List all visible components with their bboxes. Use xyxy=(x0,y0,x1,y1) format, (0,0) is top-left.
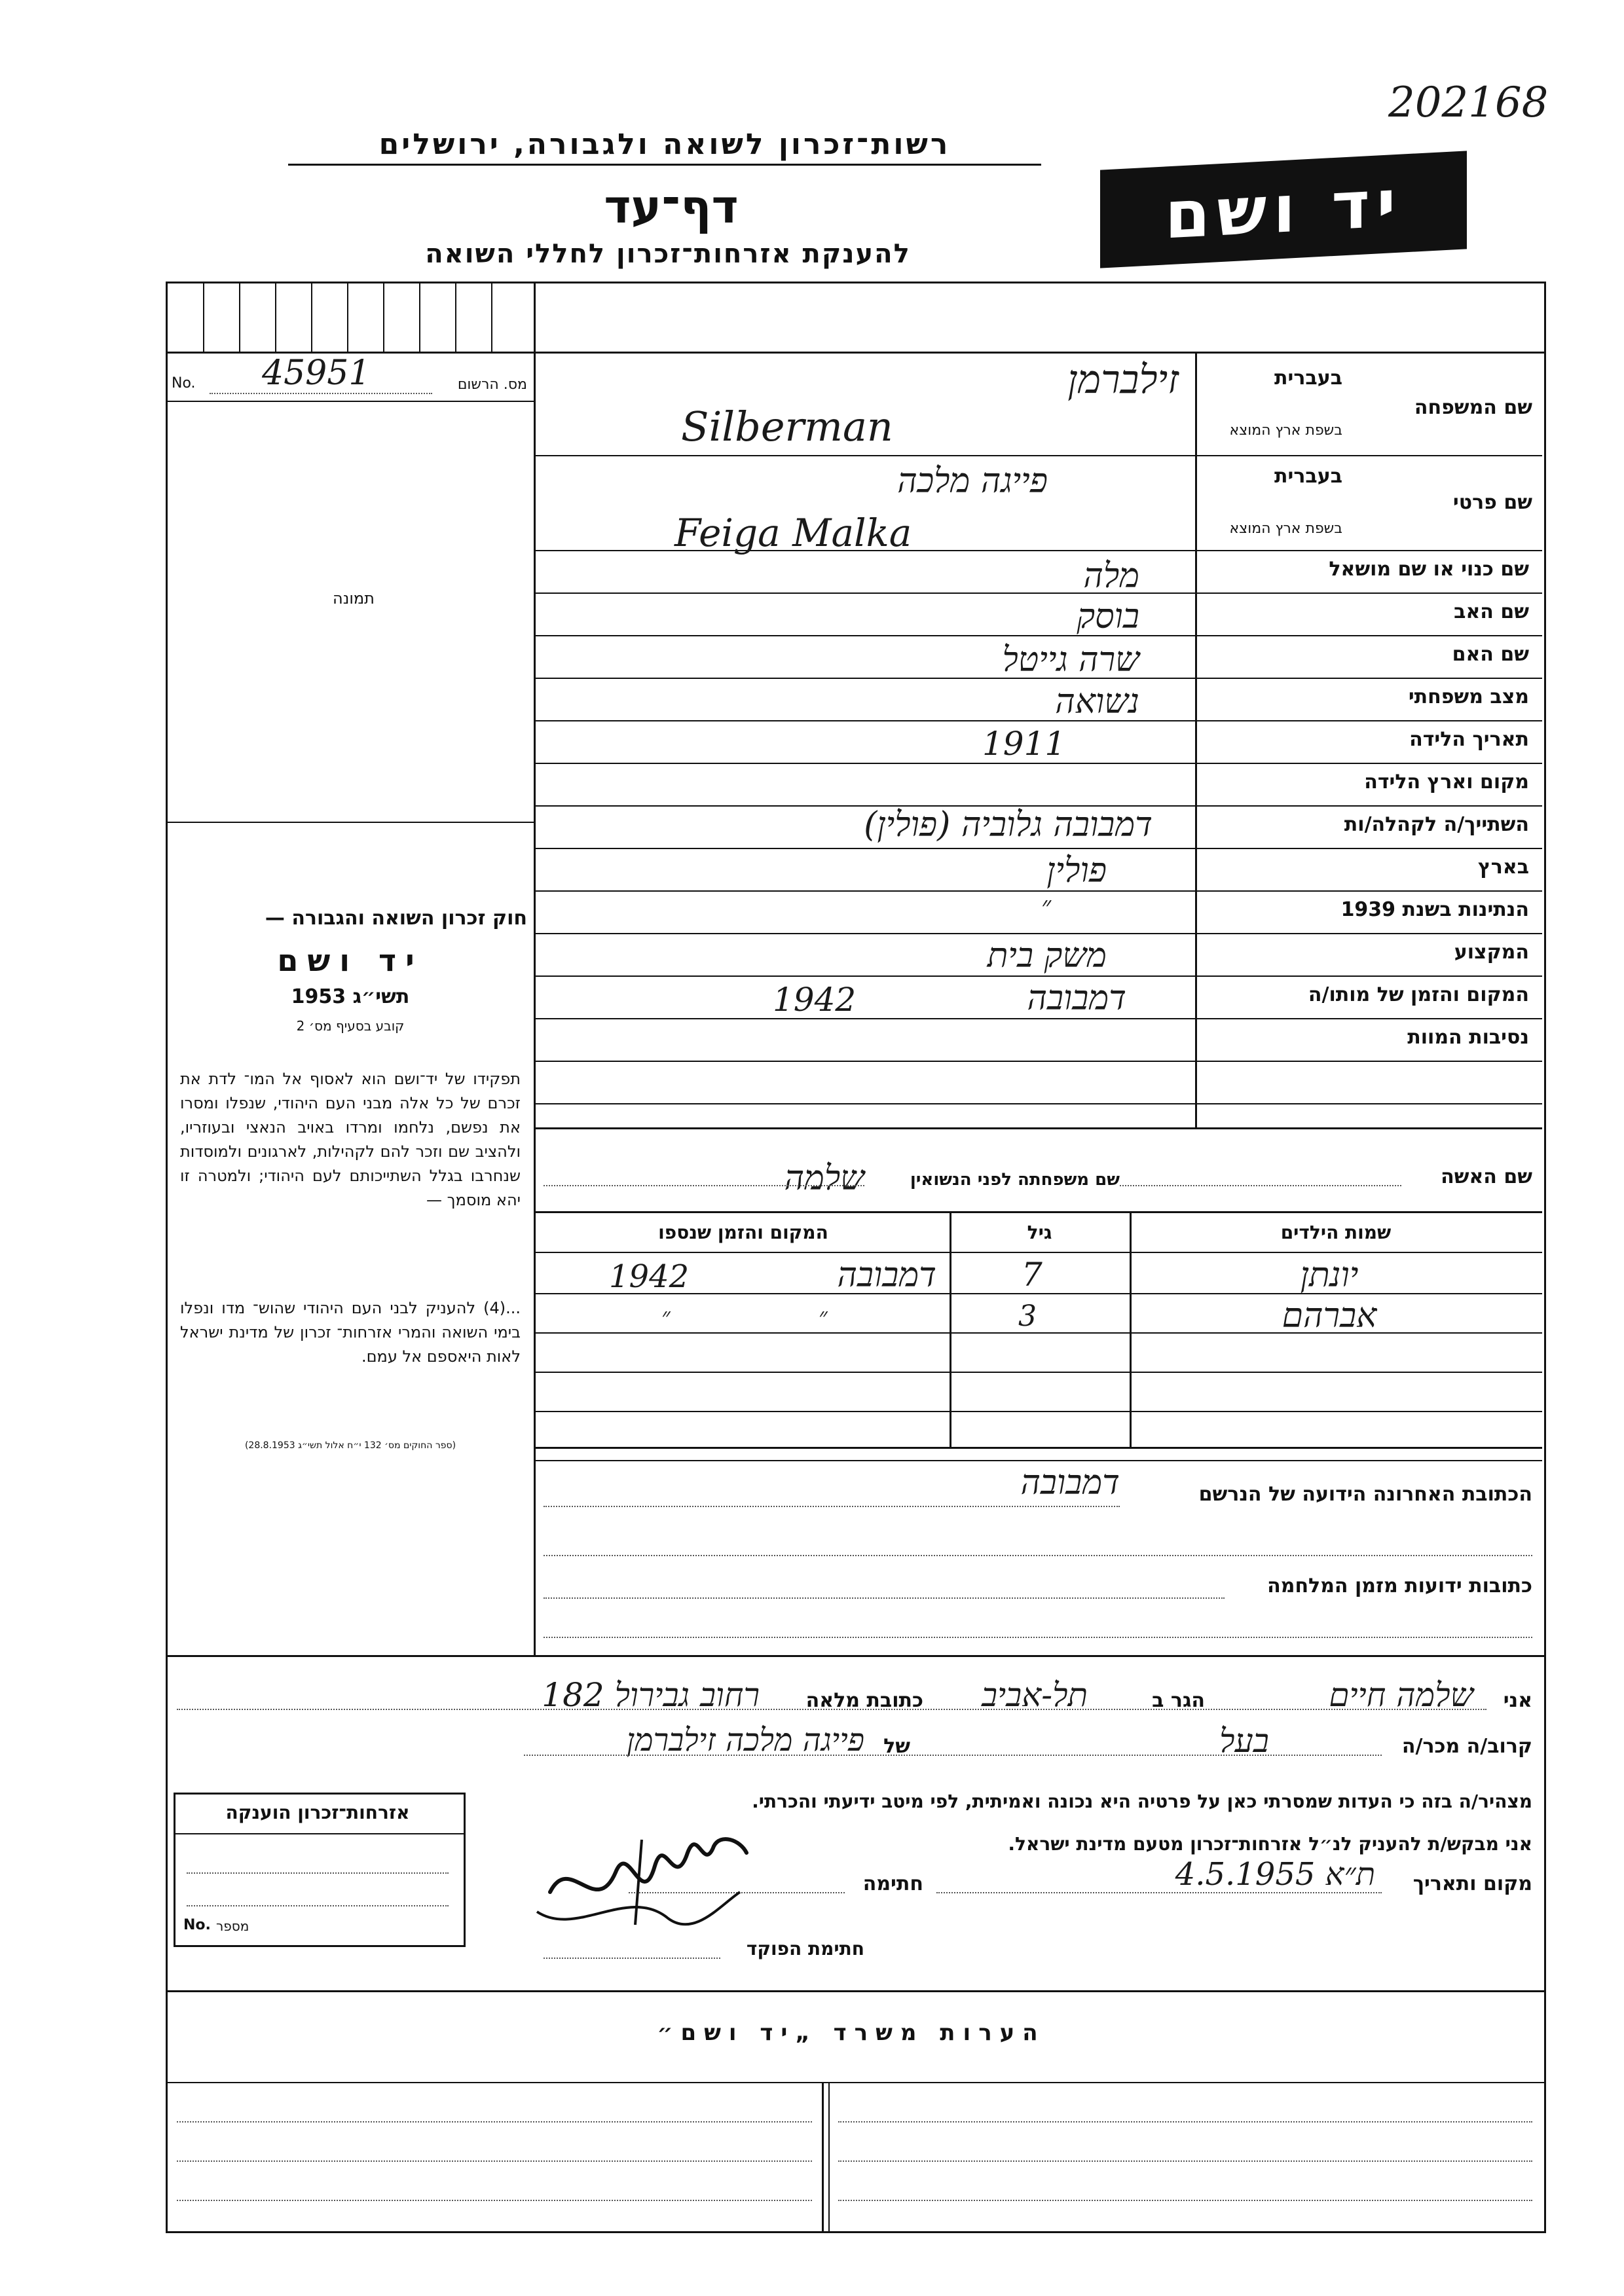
children-header-age: גיל xyxy=(1027,1222,1052,1243)
spouse-maiden-label: שם משפחתה לפני הנשואין xyxy=(910,1170,1120,1190)
relation-label: קרוב/ה מכר/ה xyxy=(1401,1735,1532,1758)
yad-vashem-logo xyxy=(1100,151,1467,268)
form-title: דף־עד xyxy=(604,180,739,234)
citizenship-label: הנתינות בשנת 1939 xyxy=(1340,898,1529,921)
first-name-origin-label: בשפת ארץ המוצא xyxy=(1229,520,1342,537)
child-2-year: ״ xyxy=(661,1303,671,1330)
birth-date-label: תאריך הלידה xyxy=(1409,728,1529,751)
declarant-signature xyxy=(524,1813,799,1944)
of-name: פייגה מלכה זילברמן xyxy=(626,1722,864,1758)
child-2-age: 3 xyxy=(1018,1300,1037,1333)
law-clause: קובע בסעיף מס׳ 2 xyxy=(296,1018,405,1034)
mother-value: שרה גייטל xyxy=(1002,640,1139,680)
children-header-names: שמות הילדים xyxy=(1280,1222,1392,1243)
first-name-label: שם פרטי xyxy=(1452,491,1532,514)
registration-no-label: No. xyxy=(172,375,196,392)
registration-label: מס. הרשום xyxy=(457,376,527,393)
marital-label: מצב משפחתי xyxy=(1408,685,1529,708)
law-name: יד ושם xyxy=(277,943,424,978)
document-number: 202168 xyxy=(1388,79,1549,127)
country-value: פולין xyxy=(1046,851,1107,890)
declarant-address: רחוב גבירול 182 xyxy=(542,1676,760,1714)
of-label: של xyxy=(883,1735,910,1758)
child-1-age: 7 xyxy=(1022,1256,1043,1294)
law-year: תשי״ג 1953 xyxy=(291,985,410,1008)
declarant-resides-label: הגר ב xyxy=(1152,1689,1205,1712)
signature-label: חתימה xyxy=(862,1872,923,1895)
law-text-2: ...(4) להעניק לבני העם היהודי שהוש־ מדו ונפלו בימי השואה והמרי אזרחות־ זכרון של מדינת ישראל לאות היאספם אל עמם. xyxy=(180,1299,521,1366)
last-address-value: דמבובה xyxy=(1020,1463,1120,1503)
form-subtitle: להענקת אזרחות־זכרון לחללי השואה xyxy=(425,239,911,269)
birth-date-value: 1911 xyxy=(982,725,1066,763)
children-header-place: המקום והזמן שנספו xyxy=(658,1222,828,1243)
officer-signature-label: חתימת הפוקד xyxy=(746,1938,864,1959)
law-text-1: תפקידו של יד־ושם הוא לאסוף אל המו־ לדת את זכרם של כל אלה מבני העם היהודי, שנפלו ומסרו את נפשם, נלחמו ומרדו באויב הנאצי ובעוזריו, ולהציב שם וזכר להם לקהילות, לארגונים ולמוסדות שנחרבו בגלל השתייכותם לעם היהודי; ולמטרה זו יהא מוסמך — xyxy=(180,1070,521,1209)
birth-place-label: מקום וארץ הלידה xyxy=(1364,771,1529,793)
community-label: השתייך/ה לקהלה/ות xyxy=(1344,813,1529,836)
community-value: דמבובה גלוביה (פולין) xyxy=(864,805,1153,845)
country-label: בארץ xyxy=(1477,856,1529,879)
death-year-value: 1942 xyxy=(773,981,857,1019)
citizenship-value: ״ xyxy=(1041,891,1052,921)
death-place-value: דמבובה xyxy=(1027,979,1126,1018)
place-date-value: ת״א 4.5.1955 xyxy=(1175,1856,1375,1893)
nickname-label: שם כנוי או שם מושאל xyxy=(1329,558,1529,581)
family-name-hebrew: זילברמן xyxy=(1067,357,1179,403)
child-1-name: יונתן xyxy=(1300,1256,1359,1295)
office-notes-label: הערות משרד „יד ושם״ xyxy=(657,2020,1046,2046)
last-address-label: הכתובת האחרונה הידועה של הנרשם xyxy=(1198,1483,1532,1506)
declarant-city: תל-אביב xyxy=(981,1676,1088,1714)
declaration-text: מצהיר/ה בזה כי העדות שמסרתי כאן על פרטיה היא נכונה ואמיתית, לפי מיטב ידיעתי והכרתי. xyxy=(752,1791,1532,1812)
first-name-hebrew: פייגה מלכה xyxy=(897,462,1048,501)
spouse-label: שם האשה xyxy=(1441,1165,1532,1188)
declarant-ani-label: אני xyxy=(1503,1689,1532,1712)
law-heading: חוק זכרון השואה והגבורה — xyxy=(265,907,527,930)
child-1-year: 1942 xyxy=(609,1258,690,1295)
family-name-label: שם המשפחה xyxy=(1414,396,1532,419)
registration-number: 45951 xyxy=(262,354,371,393)
family-name-hebrew-label: בעברית xyxy=(1274,367,1342,390)
stamp-no-label: No. xyxy=(183,1917,211,1933)
child-2-name: אברהם xyxy=(1282,1296,1377,1336)
family-name-origin-label: בשפת ארץ המוצא xyxy=(1229,422,1342,439)
child-1-place: דמבובה xyxy=(837,1256,936,1295)
first-name-origin: Feiga Malka xyxy=(674,511,912,555)
father-value: בוסק xyxy=(1077,597,1139,636)
logo-text: יד ושם xyxy=(1164,164,1403,254)
father-label: שם האב xyxy=(1454,600,1529,623)
relation-value: בעל xyxy=(1219,1722,1269,1760)
stamp-box-title: אזרחות־זכרון הוענקה xyxy=(225,1802,410,1823)
photo-label: תמונה xyxy=(333,589,375,608)
request-text: אני מבקש/ת להעניק לנ״ל אזרחות־זכרון מטעם מדינת ישראל. xyxy=(1008,1833,1532,1855)
family-name-origin: Silberman xyxy=(681,403,893,450)
circumstances-label: נסיבות המוות xyxy=(1407,1026,1529,1049)
child-2-place: ״ xyxy=(819,1303,828,1330)
mother-label: שם האם xyxy=(1452,643,1529,666)
profession-label: המקצוע xyxy=(1454,941,1529,964)
war-addresses-label: כתובות ידועות מזמן המלחמה xyxy=(1267,1575,1532,1597)
declarant-name: שלמה חיים xyxy=(1329,1676,1473,1714)
death-label: המקום והזמן של מותו/ה xyxy=(1308,983,1529,1006)
nickname-value: מלה xyxy=(1083,556,1139,596)
spouse-name: שלמה xyxy=(784,1159,864,1198)
profession-value: משק בית xyxy=(987,936,1107,975)
marital-value: נשואה xyxy=(1055,682,1139,721)
org-title: רשות־זכרון לשואה ולגבורה, ירושלים xyxy=(288,128,1041,166)
first-name-hebrew-label: בעברית xyxy=(1274,465,1342,488)
declarant-address-label: כתובת מלאה xyxy=(805,1689,923,1712)
place-date-label: מקום ותאריך xyxy=(1412,1872,1532,1895)
stamp-number-label: מספר xyxy=(216,1918,249,1934)
law-citation: (ספר החוקים מס׳ 132 י״ח אלול תשי״ג 28.8.1953) xyxy=(244,1440,456,1451)
